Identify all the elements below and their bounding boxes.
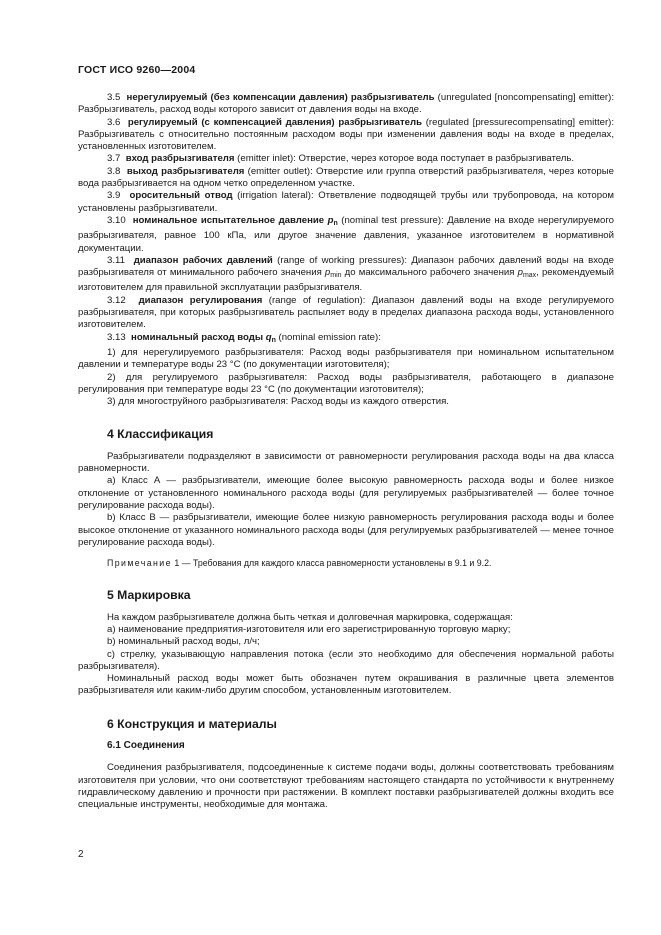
def-text: (regulated [pressurecompensating] emitter): Разбрызгиватель с относительно постоянным расходом воды при изменении давления воды на входе в пределах, установленных изготовителем.	[78, 116, 615, 153]
def-text: (range of regulation): Диапазон давлений воды на входе регулируемого разбрызгивателя, при которых разбрызгиватель распыляет воду в пределах диапазона расхода воды, установленного изготовителем.	[78, 294, 614, 331]
def-num: 3.7	[107, 153, 121, 165]
def-symbol-sub: n	[271, 336, 276, 344]
def-symbol-sub: n	[333, 219, 338, 227]
def-text: до максимального рабочего значения	[341, 267, 518, 279]
def-term: оросительный отвод	[129, 190, 233, 202]
def-symbol-sub: min	[330, 272, 342, 280]
list-item: 3) для многоструйного разбрызгивателя: Расход воды из каждого отверстия.	[107, 396, 449, 408]
list-item: a) Класс А — разбрызгиватели, имеющие более высокую равномерность расхода воды и более низкое отклонение от установленного номинального расхода воды (для регулируемых разбрызгивателей — более точное регулирование расхода воды).	[78, 475, 614, 511]
definition-3-12	[78, 295, 614, 332]
def-num: 3.8	[107, 165, 121, 177]
note-text: 1 — Требования для каждого класса равномерности установлены в 9.1 и 9.2.	[171, 558, 492, 569]
def-num: 3.13	[107, 331, 126, 343]
def-term: регулируемый (с компенсацией давления) разбрызгиватель	[127, 116, 422, 128]
definition-3-5	[78, 92, 614, 117]
def-symbol: q	[265, 331, 272, 343]
def-text: (unregulated [noncompensating] emitter): Разбрызгиватель, расход воды которого зависит от давления воды на входе.	[78, 92, 614, 116]
list-item: a) наименование предприятия-изготовителя или его зарегистрированную торговую марку;	[107, 623, 511, 635]
def-term: диапазон рабочих давлений	[133, 254, 273, 266]
def-num: 3.12	[107, 294, 126, 306]
note	[78, 557, 614, 569]
definition-3-9	[78, 190, 614, 215]
definition-3-10	[78, 215, 614, 255]
def-text: , рекомендуемый изготовителем для правильной эксплуатации разбрызгивателя.	[78, 267, 614, 294]
def-term: нерегулируемый (без компенсации давления) разбрызгиватель	[126, 92, 435, 103]
list-item: c) стрелку, указывающую направления потока (если это необходимо для обеспечения нормальной работы разбрызгивателя).	[78, 648, 614, 672]
paragraph: На каждом разбрызгивателе должна быть четкая и долговечная маркировка, содержащая:	[107, 611, 513, 623]
def-num: 3.11	[107, 254, 125, 266]
definition-3-6	[78, 117, 614, 154]
note-label: Примечание	[107, 558, 172, 569]
paragraph: Соединения разбрызгивателя, подсоединенные к системе подачи воды, должны соответствовать требованиям изготовителя при условии, что они соответствуют требованиям настоящего стандарта по устойчивости к внутреннему гидравлическому давлению и прочности при растяжении. В комплект поставки разбрызгивателей должны входить все специальные инструменты, необходимые для монтажа.	[78, 762, 614, 811]
def-num: 3.9	[107, 190, 121, 202]
def-term: вход разбрызгивателя	[125, 153, 235, 165]
section-title-classification: 4 Классификация	[107, 427, 214, 442]
def-text: (nominal emission rate):	[275, 331, 381, 343]
section-title-marking: 5 Маркировка	[107, 588, 191, 603]
def-symbol: p	[327, 214, 334, 226]
definition-3-11	[78, 255, 614, 295]
def-text: (nominal test pressure): Давление на входе нерегулируемого разбрызгивателя, равное 100 кПа, или другое значение давления, указанное изготовителем в нормативной документации.	[78, 214, 614, 254]
page-content	[78, 92, 614, 812]
def-text: (range of working pressures): Диапазон рабочих давлений воды на входе разбрызгивателя от минимального рабочего значения	[78, 254, 614, 279]
list-item: b) номинальный расход воды, л/ч;	[107, 636, 260, 648]
list-item: 1) для нерегулируемого разбрызгивателя: Расход воды разбрызгивателя при номинальном испытательном давлении и температуре воды 23 °С (по документации изготовителя);	[78, 346, 614, 371]
list-item: b) Класс В — разбрызгиватели, имеющие более низкую равномерность регулирования расхода воды и более высокое отклонение от указанного номинального расхода воды (для регулируемых разбрызгивателей — менее точное регулирование расхода воды).	[78, 512, 614, 548]
def-term: номинальное испытательное давление	[132, 214, 325, 226]
def-text: (emitter outlet): Отверстие или группа отверстий разбрызгивателя, через которые вода разбрызгивается на одном четко определенном участке.	[78, 165, 614, 190]
def-text: (emitter inlet): Отверстие, через которое вода поступает в разбрызгиватель.	[234, 153, 575, 165]
subsection-title-connections: 6.1 Соединения	[107, 740, 185, 752]
def-text: (irrigation lateral): Ответвление подводящей трубы или трубопровода, на котором установлены разбрызгиватели.	[78, 190, 614, 214]
list-item: 2) для регулируемого разбрызгивателя: Расход воды разбрызгивателя, работающего в диапазоне регулирования при температуре воды 23 °С (по документации изготовителя);	[78, 371, 614, 395]
page-number: 2	[78, 849, 84, 860]
def-symbol-sub: max	[522, 272, 537, 280]
def-symbol: p	[324, 267, 331, 279]
definition-3-13	[78, 332, 614, 347]
paragraph: Разбрызгиватели подразделяют в зависимости от равномерности регулирования расхода воды на два класса равномерности.	[78, 450, 614, 475]
def-term: выход разбрызгивателя	[126, 165, 245, 177]
def-symbol: p	[517, 267, 523, 279]
def-term: диапазон регулирования	[138, 294, 263, 306]
def-num: 3.5	[107, 92, 121, 103]
definition-3-8	[78, 166, 614, 191]
standard-header: ГОСТ ИСО 9260—2004	[78, 64, 196, 76]
section-title-construction: 6 Конструкция и материалы	[107, 716, 277, 731]
def-term: номинальный расход воды	[131, 331, 264, 343]
def-num: 3.6	[107, 116, 121, 128]
paragraph: Номинальный расход воды может быть обозначен путем окрашивания в различные цвета элементов разбрызгивателя или каким-либо другим способом, установленным изготовителем.	[78, 673, 614, 697]
definition-3-7	[78, 153, 614, 165]
def-num: 3.10	[107, 214, 126, 226]
